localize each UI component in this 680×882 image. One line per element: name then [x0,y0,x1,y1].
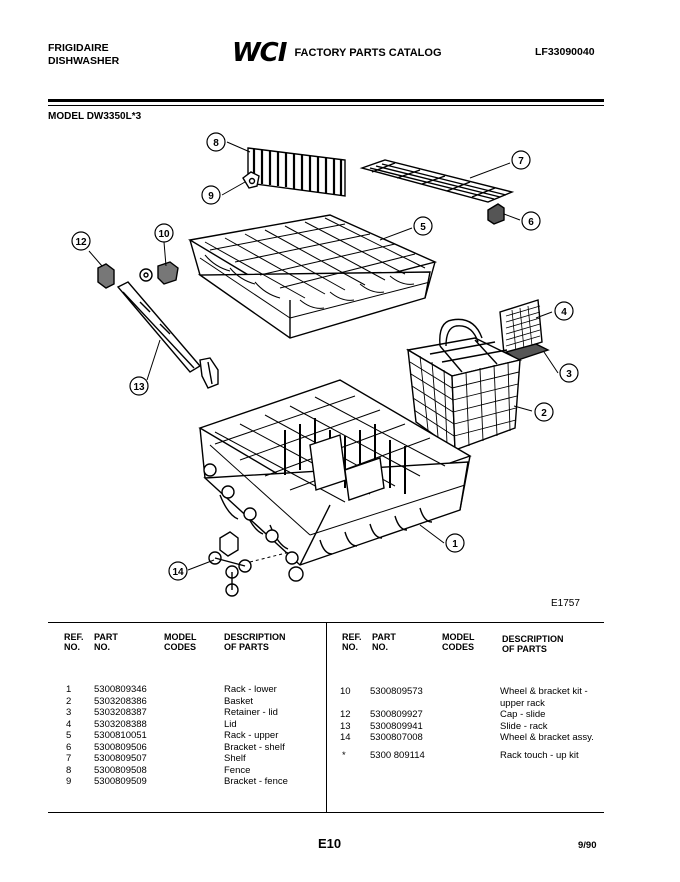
callout-7 [512,151,530,169]
callout-14 [169,562,187,580]
table-row: 3 5303208387 Retainer - lid [66,707,278,718]
figure-id: E1757 [551,598,580,609]
table-row: 5 5300810051 Rack - upper [66,730,279,741]
header-description: DESCRIPTION OF PARTS [224,632,286,652]
callout-13 [130,377,148,395]
callout-9 [202,186,220,204]
upper-wheel-kit-part [140,262,178,284]
header-ref-no-right: REF. NO. [342,632,362,652]
callout-12 [72,232,90,250]
svg-text:7: 7 [518,156,524,167]
table-row: 10 5300809573 Wheel & bracket kit - [340,686,588,697]
callout-8 [207,133,225,151]
svg-text:12: 12 [75,237,87,248]
fence-part [248,148,345,196]
svg-text:3: 3 [566,369,572,380]
shelf-part [362,160,512,202]
model-label: MODEL DW3350L*3 [48,111,142,122]
table-bottom-rule [48,812,604,813]
table-row: * 5300 809114 Rack touch - up kit [342,749,579,761]
shelf-bracket-part [488,204,504,224]
svg-text:9: 9 [208,191,214,202]
table-row: 13 5300809941 Slide - rack [340,720,548,732]
page-number: E10 [318,836,342,851]
revision-date: 9/90 [578,840,597,851]
svg-text:8: 8 [213,138,219,149]
svg-text:1: 1 [452,539,458,550]
header-description-right: DESCRIPTION OF PARTS [502,634,564,654]
fence-bracket-part [243,172,259,188]
document-id: LF33090040 [535,46,595,58]
table-row: 7 5300809507 Shelf [66,753,246,764]
slide-cap-part [98,264,114,288]
table-row: 9 5300809509 Bracket - fence [66,776,288,787]
wci-logo: WCI [232,38,287,68]
catalog-title: FACTORY PARTS CATALOG [294,47,442,59]
svg-text:6: 6 [528,217,534,228]
callout-3 [560,364,578,382]
callout-5 [414,217,432,235]
table-row: 6 5300809506 Bracket - shelf [66,741,285,753]
header-model-codes: MODEL CODES [164,632,197,652]
table-row: 1 5300809346 Rack - lower [66,684,277,695]
svg-text:4: 4 [561,307,567,318]
table-row: 4 5303208388 Lid [66,718,237,730]
table-row: 12 5300809927 Cap - slide [340,709,546,720]
left-rows [48,684,318,788]
table-row: 14 5300807008 Wheel & bracket assy. [340,732,594,743]
svg-text:13: 13 [133,382,145,393]
table-row: 8 5300809508 Fence [66,764,251,776]
svg-text:5: 5 [420,222,426,233]
header-ref-no: REF. NO. [64,632,84,652]
callout-6 [522,212,540,230]
rack-slide-part [118,282,218,388]
product-type: DISHWASHER [48,55,120,67]
svg-text:10: 10 [158,229,170,240]
callout-10 [155,224,173,242]
svg-text:14: 14 [172,567,184,578]
lower-wheel-assembly-part [209,532,251,596]
callout-2 [535,403,553,421]
header-model-codes-right: MODEL CODES [442,632,475,652]
table-row-continuation: upper rack [500,697,545,709]
callout-4 [555,302,573,320]
callout-1 [446,534,464,552]
header-part-no-right: PART NO. [372,632,396,652]
svg-text:2: 2 [541,408,547,419]
brand-name: FRIGIDAIRE [48,42,109,54]
header-part-no: PART NO. [94,632,118,652]
table-row: 2 5303208386 Basket [66,695,254,707]
right-rows [326,686,606,764]
